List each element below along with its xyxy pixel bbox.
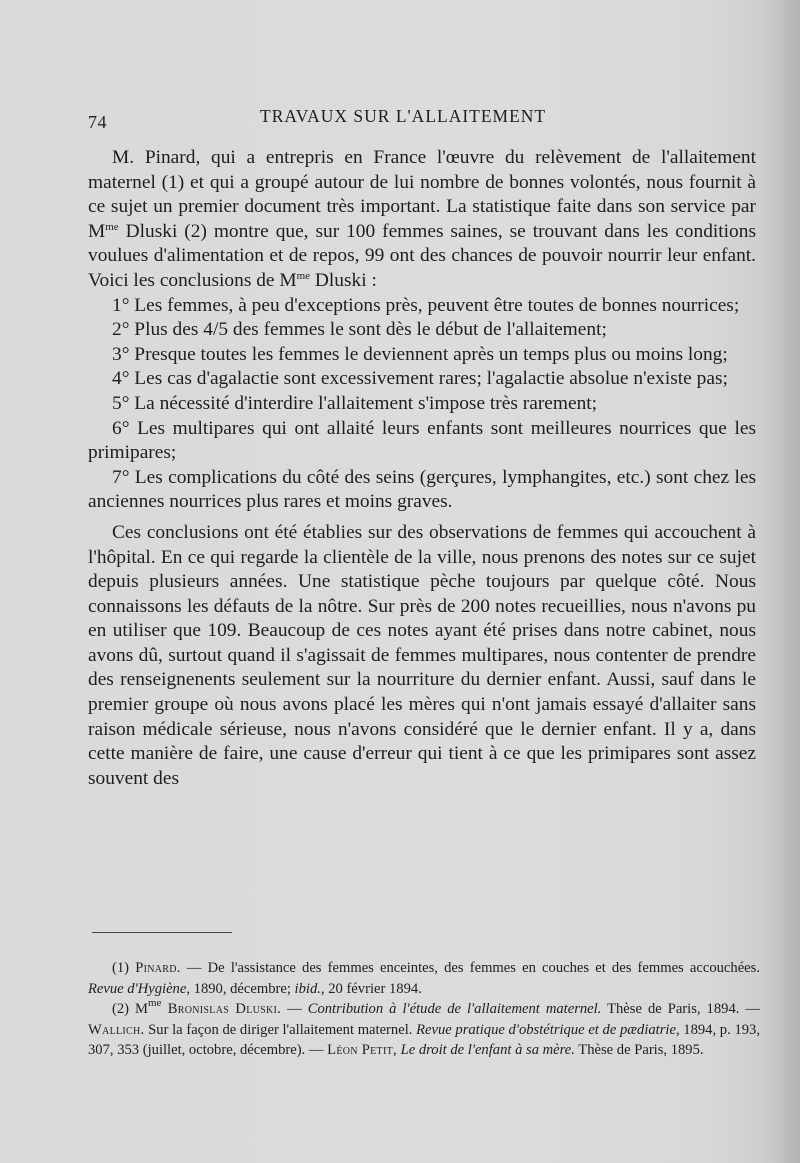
footnote-journal: Revue pratique d'obstétrique et de pædiatrie (416, 1021, 676, 1038)
footnote-text: — De l'assistance des femmes enceintes, des femmes en couches et des femmes accouchées. (180, 960, 760, 976)
item-number: 5° (112, 392, 130, 414)
item-text: Les multipares qui ont allaité leurs enfants sont meilleures nourrices que les primipares; (88, 417, 756, 464)
footnote-author: Bronislas Dluski. (161, 1001, 282, 1017)
footnote-mark: (2) M (112, 1001, 148, 1017)
footnote-text: Thèse de Paris, 1895. (574, 1042, 704, 1058)
intro-text-2: Dluski (2) montre que, sur 100 femmes saines, se trouvant dans les conditions voulues d'alimentation et de repos, 99 ont des chances de pouvoir nourrir leur enfant. Voici les conclusions de M (88, 220, 756, 291)
footnote-mark: (1) (112, 960, 136, 976)
footnote-author: Pinard. (135, 960, 181, 976)
item-number: 1° (112, 294, 130, 316)
footnote-text: , 20 février 1894. (320, 980, 422, 997)
superscript: me (296, 269, 311, 282)
item-number: 4° (112, 368, 130, 390)
item-text: Les complications du côté des seins (gerçures, lymphangites, etc.) sont chez les anciennes nourrices plus rares et moins graves. (88, 466, 756, 513)
footnote-text: Thèse de Paris, 1894. — (601, 1001, 760, 1017)
item-number: 6° (112, 417, 130, 439)
footnotes (88, 958, 760, 1061)
superscript: me (148, 997, 162, 1009)
footnote-text: Sur la façon de diriger l'allaitement maternel. (144, 1021, 417, 1038)
footnote-title: Le droit de l'enfant à sa mère. (400, 1042, 575, 1058)
footnote-rule (92, 932, 232, 933)
footnote-ibid: ibid. (294, 980, 321, 997)
item-text: Presque toutes les femmes le deviennent après un temps plus ou moins long; (129, 343, 728, 365)
footnote-journal: Revue d'Hygiène (88, 980, 187, 997)
item-text: Les femmes, à peu d'exceptions près, peuvent être toutes de bonnes nourrices; (129, 294, 740, 316)
intro-paragraph (88, 146, 756, 294)
footnote-text: — (281, 1001, 308, 1017)
running-title: TRAVAUX SUR L'ALLAITEMENT (260, 106, 547, 126)
footnote-2 (88, 999, 760, 1061)
item-text: Les cas d'agalactie sont excessivement rares; l'agalactie absolue n'existe pas; (129, 368, 728, 390)
item-text: La nécessité d'interdire l'allaitement s'impose très rarement; (129, 392, 598, 414)
item-number: 7° (112, 466, 130, 488)
item-number: 3° (112, 343, 130, 365)
page-number: 74 (88, 112, 107, 132)
item-number: 2° (112, 319, 130, 341)
conclusion-item-6 (88, 417, 756, 466)
intro-text-1: M. Pinard, qui a entrepris en France l'œuvre du relèvement de l'allaitement maternel (1) et qui a groupé autour de lui nombre de bonnes volontés, nous fournit à ce sujet un premier document très important. La statistique faite dans son service par M (88, 147, 756, 242)
footnote-author: Wallich. (88, 1021, 145, 1038)
conclusion-item-4 (88, 367, 756, 392)
conclusion-item-7 (88, 466, 756, 515)
page-header (88, 106, 756, 132)
item-text: Plus des 4/5 des femmes le sont dès le début de l'allaitement; (129, 319, 607, 341)
intro-text-3: Dluski : (310, 269, 377, 291)
conclusion-item-3 (88, 343, 756, 368)
conclusion-item-1 (88, 294, 756, 319)
conclusion-item-5 (88, 392, 756, 417)
main-text (88, 146, 756, 791)
footnote-text: , 1894, p. 193, 307, 353 (juillet, octobre, décembre). — (88, 1021, 760, 1058)
footnote-title: Contribution à l'étude de l'allaitement maternel. (307, 1001, 602, 1017)
paragraph-2: Ces conclusions ont été établies sur des observations de femmes qui accouchent à l'hôpital. En ce qui regarde la clientèle de la ville, nous prenons des notes sur ce sujet depuis plusieurs années. Une statistique pèche toujours par quelque côté. Nous connaissons les défauts de la nôtre. Sur près de 200 notes recueillies, nous n'avons pu en utiliser que 109. Beaucoup de ces notes ayant été prises dans notre cabinet, nous avons dû, surtout quand il s'agissait de femmes multipares, nous contenter de prendre des renseignenents seulement sur la nourriture du dernier enfant. Aussi, sauf dans le premier groupe où nous avons placé les mères qui n'ont jamais essayé d'allaiter sans raison médicale sérieuse, nous n'avons considéré que le dernier enfant. Il y a, dans cette manière de faire, une cause d'erreur qui tient à ce que les primipares sont assez souvent des (88, 521, 756, 789)
footnote-text: , 1890, décembre; (186, 980, 295, 997)
conclusion-item-2 (88, 318, 756, 343)
footnote-1 (88, 958, 760, 999)
superscript: me (105, 220, 119, 233)
footnote-author: Léon Petit, (327, 1042, 397, 1058)
